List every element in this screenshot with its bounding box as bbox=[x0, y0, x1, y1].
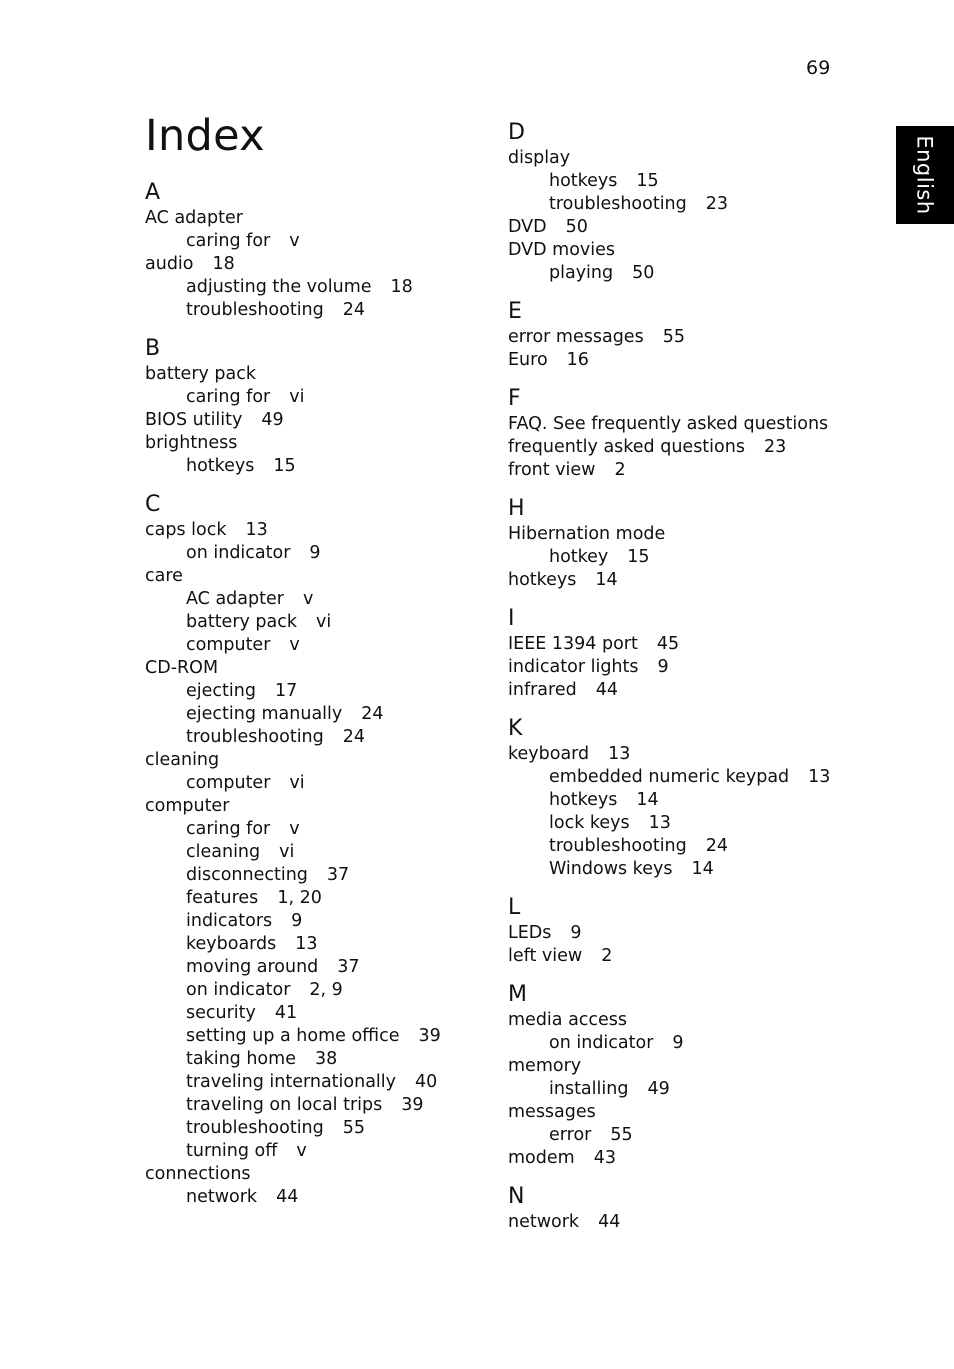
entry-term: hotkeys bbox=[186, 456, 255, 476]
entry-term: hotkeys bbox=[549, 171, 618, 191]
index-section-k bbox=[508, 714, 878, 881]
entry-term: traveling internationally bbox=[186, 1072, 396, 1092]
index-entry bbox=[145, 795, 475, 818]
section-letter: N bbox=[508, 1184, 525, 1209]
index-subentry bbox=[508, 1124, 878, 1147]
entry-term: Windows keys bbox=[549, 859, 673, 879]
index-subentry bbox=[508, 858, 878, 881]
entry-pages: 55 bbox=[342, 1118, 366, 1138]
entry-pages: 44 bbox=[598, 1212, 621, 1232]
index-entry bbox=[508, 945, 878, 968]
entry-term: setting up a home office bbox=[186, 1026, 400, 1046]
index-entry bbox=[145, 657, 475, 680]
entry-pages: 43 bbox=[593, 1148, 616, 1168]
index-section-l bbox=[508, 893, 878, 968]
entry-term: left view bbox=[508, 946, 583, 966]
page-number: 69 bbox=[806, 57, 831, 79]
entry-term: traveling on local trips bbox=[186, 1095, 383, 1115]
index-section-e bbox=[508, 297, 878, 372]
entry-pages: 24 bbox=[361, 704, 384, 724]
index-section-a bbox=[145, 178, 475, 322]
index-column-right bbox=[508, 118, 878, 1234]
entry-pages: 41 bbox=[274, 1003, 298, 1023]
entry-pages: 49 bbox=[261, 410, 284, 430]
entry-pages: 40 bbox=[415, 1072, 438, 1092]
entry-term: media access bbox=[508, 1010, 628, 1030]
entry-term: adjusting the volume bbox=[186, 277, 372, 297]
index-entry bbox=[508, 1147, 878, 1170]
index-subentry bbox=[145, 1117, 475, 1140]
entry-pages: 18 bbox=[390, 277, 413, 297]
entry-term: computer bbox=[186, 635, 271, 655]
index-entry bbox=[145, 363, 475, 386]
entry-term: audio bbox=[145, 254, 194, 274]
index-section-m bbox=[508, 980, 878, 1170]
index-subentry bbox=[145, 680, 475, 703]
entry-term: taking home bbox=[186, 1049, 296, 1069]
index-subentry bbox=[145, 230, 475, 253]
entry-pages: 15 bbox=[627, 547, 650, 567]
entry-pages: 15 bbox=[636, 171, 659, 191]
entry-term: turning off bbox=[186, 1141, 278, 1161]
entry-pages: 37 bbox=[337, 957, 360, 977]
entry-pages: 24 bbox=[342, 300, 366, 320]
section-letter: L bbox=[508, 895, 521, 920]
entry-term: FAQ. See frequently asked questions bbox=[508, 414, 829, 434]
entry-pages: 9 bbox=[657, 657, 669, 677]
entry-term: LEDs bbox=[508, 923, 552, 943]
entry-term: on indicator bbox=[186, 543, 291, 563]
entry-pages: 50 bbox=[632, 263, 655, 283]
index-column-left bbox=[145, 178, 475, 1209]
section-letter: M bbox=[508, 982, 527, 1007]
section-letter: C bbox=[145, 492, 161, 517]
index-subentry bbox=[145, 611, 475, 634]
index-subentry bbox=[145, 956, 475, 979]
language-tab-label: English bbox=[913, 135, 938, 215]
entry-term: brightness bbox=[145, 433, 238, 453]
entry-pages: v bbox=[302, 589, 314, 609]
index-subentry bbox=[145, 933, 475, 956]
page-title: Index bbox=[145, 111, 265, 161]
index-section-c bbox=[145, 490, 475, 1209]
index-subentry bbox=[508, 1078, 878, 1101]
entry-term: cleaning bbox=[186, 842, 261, 862]
entry-term: infrared bbox=[508, 680, 577, 700]
entry-term: caring for bbox=[186, 819, 271, 839]
entry-term: battery pack bbox=[186, 612, 298, 632]
entry-term: features bbox=[186, 888, 259, 908]
entry-term: embedded numeric keypad bbox=[549, 767, 790, 787]
index-subentry bbox=[145, 1140, 475, 1163]
entry-term: hotkey bbox=[549, 547, 609, 567]
entry-pages: 15 bbox=[273, 456, 296, 476]
index-entry bbox=[508, 679, 878, 702]
entry-term: AC adapter bbox=[186, 589, 284, 609]
index-subentry bbox=[145, 1025, 475, 1048]
entry-pages: 1, 20 bbox=[277, 888, 322, 908]
index-entry bbox=[508, 216, 878, 239]
section-letter: K bbox=[508, 716, 523, 741]
entry-term: network bbox=[508, 1212, 580, 1232]
entry-term: memory bbox=[508, 1056, 582, 1076]
section-letter: D bbox=[508, 120, 525, 145]
entry-term: on indicator bbox=[186, 980, 291, 1000]
entry-pages: 23 bbox=[763, 437, 787, 457]
index-subentry bbox=[508, 812, 878, 835]
entry-term: ejecting bbox=[186, 681, 256, 701]
entry-pages: 45 bbox=[656, 634, 680, 654]
index-subentry bbox=[145, 910, 475, 933]
index-entry bbox=[508, 349, 878, 372]
index-entry bbox=[145, 253, 475, 276]
section-letter: H bbox=[508, 496, 525, 521]
index-subentry bbox=[145, 1186, 475, 1209]
entry-term: caring for bbox=[186, 231, 271, 251]
index-entry bbox=[508, 633, 878, 656]
index-section-i bbox=[508, 604, 878, 702]
index-subentry bbox=[145, 772, 475, 795]
entry-term: troubleshooting bbox=[549, 836, 687, 856]
entry-pages: 14 bbox=[636, 790, 659, 810]
index-subentry bbox=[145, 726, 475, 749]
index-entry bbox=[508, 569, 878, 592]
section-letter: F bbox=[508, 386, 521, 411]
index-subentry bbox=[145, 703, 475, 726]
entry-pages: 44 bbox=[595, 680, 618, 700]
entry-term: Euro bbox=[508, 350, 548, 370]
index-subentry bbox=[145, 542, 475, 565]
entry-term: troubleshooting bbox=[549, 194, 687, 214]
entry-pages: 39 bbox=[401, 1095, 424, 1115]
entry-pages: 49 bbox=[647, 1079, 670, 1099]
entry-pages: 9 bbox=[570, 923, 582, 943]
entry-term: error bbox=[549, 1125, 592, 1145]
index-section-h bbox=[508, 494, 878, 592]
index-subentry bbox=[145, 1094, 475, 1117]
entry-term: messages bbox=[508, 1102, 596, 1122]
entry-term: keyboards bbox=[186, 934, 277, 954]
entry-term: network bbox=[186, 1187, 258, 1207]
index-subentry bbox=[508, 262, 878, 285]
section-letter: A bbox=[145, 180, 161, 205]
index-entry bbox=[508, 239, 878, 262]
entry-pages: vi bbox=[289, 773, 305, 793]
index-entry bbox=[508, 1009, 878, 1032]
entry-pages: 23 bbox=[705, 194, 729, 214]
entry-term: indicator lights bbox=[508, 657, 639, 677]
entry-term: computer bbox=[186, 773, 271, 793]
entry-term: BIOS utility bbox=[145, 410, 243, 430]
entry-term: display bbox=[508, 148, 571, 168]
entry-term: troubleshooting bbox=[186, 300, 324, 320]
entry-term: battery pack bbox=[145, 364, 257, 384]
entry-pages: 9 bbox=[309, 543, 321, 563]
entry-term: hotkeys bbox=[549, 790, 618, 810]
index-subentry bbox=[145, 276, 475, 299]
entry-pages: 13 bbox=[808, 767, 831, 787]
index-subentry bbox=[508, 835, 878, 858]
entry-term: lock keys bbox=[549, 813, 630, 833]
entry-term: modem bbox=[508, 1148, 575, 1168]
entry-term: troubleshooting bbox=[186, 727, 324, 747]
entry-term: IEEE 1394 port bbox=[508, 634, 638, 654]
entry-term: caring for bbox=[186, 387, 271, 407]
entry-pages: 13 bbox=[648, 813, 671, 833]
entry-term: installing bbox=[549, 1079, 629, 1099]
index-subentry bbox=[145, 1002, 475, 1025]
index-subentry bbox=[145, 818, 475, 841]
entry-term: disconnecting bbox=[186, 865, 308, 885]
entry-pages: 44 bbox=[276, 1187, 299, 1207]
entry-pages: 14 bbox=[595, 570, 618, 590]
entry-term: caps lock bbox=[145, 520, 227, 540]
entry-pages: 13 bbox=[245, 520, 268, 540]
index-subentry bbox=[508, 1032, 878, 1055]
entry-term: security bbox=[186, 1003, 256, 1023]
index-subentry bbox=[508, 546, 878, 569]
entry-pages: v bbox=[289, 819, 300, 839]
index-subentry bbox=[508, 789, 878, 812]
index-entry bbox=[508, 743, 878, 766]
entry-term: error messages bbox=[508, 327, 644, 347]
entry-term: front view bbox=[508, 460, 596, 480]
entry-term: moving around bbox=[186, 957, 319, 977]
entry-pages: 55 bbox=[662, 327, 685, 347]
entry-pages: 9 bbox=[291, 911, 303, 931]
section-letter: E bbox=[508, 299, 522, 324]
index-subentry bbox=[145, 455, 475, 478]
entry-term: DVD bbox=[508, 217, 547, 237]
index-entry bbox=[508, 1211, 878, 1234]
entry-term: care bbox=[145, 566, 183, 586]
entry-pages: 9 bbox=[672, 1033, 684, 1053]
entry-pages: 2, 9 bbox=[309, 980, 343, 1000]
index-entry bbox=[508, 147, 878, 170]
index-entry bbox=[508, 922, 878, 945]
index-entry bbox=[145, 409, 475, 432]
index-section-d bbox=[508, 118, 878, 285]
index-entry bbox=[508, 436, 878, 459]
entry-pages: 17 bbox=[274, 681, 298, 701]
index-subentry bbox=[508, 170, 878, 193]
entry-term: CD-ROM bbox=[145, 658, 219, 678]
entry-term: on indicator bbox=[549, 1033, 654, 1053]
index-entry bbox=[508, 523, 878, 546]
entry-pages: 18 bbox=[212, 254, 235, 274]
entry-pages: 2 bbox=[614, 460, 626, 480]
index-subentry bbox=[508, 193, 878, 216]
entry-term: Hibernation mode bbox=[508, 524, 666, 544]
entry-term: playing bbox=[549, 263, 614, 283]
entry-term: troubleshooting bbox=[186, 1118, 324, 1138]
entry-pages: 50 bbox=[565, 217, 588, 237]
index-subentry bbox=[145, 386, 475, 409]
index-entry bbox=[145, 207, 475, 230]
entry-pages: 2 bbox=[601, 946, 613, 966]
entry-pages: vi bbox=[289, 387, 305, 407]
entry-term: AC adapter bbox=[145, 208, 243, 228]
index-subentry bbox=[145, 979, 475, 1002]
entry-pages: 39 bbox=[418, 1026, 441, 1046]
index-subentry bbox=[145, 864, 475, 887]
index-entry bbox=[508, 459, 878, 482]
index-section-b bbox=[145, 334, 475, 478]
index-subentry bbox=[145, 841, 475, 864]
index-subentry bbox=[145, 1048, 475, 1071]
index-subentry bbox=[145, 887, 475, 910]
entry-pages: 13 bbox=[608, 744, 631, 764]
entry-pages: 24 bbox=[705, 836, 729, 856]
index-entry bbox=[145, 565, 475, 588]
index-entry bbox=[145, 432, 475, 455]
index-entry bbox=[145, 519, 475, 542]
entry-pages: 13 bbox=[295, 934, 318, 954]
section-letter: B bbox=[145, 336, 161, 361]
entry-pages: vi bbox=[316, 612, 332, 632]
index-subentry bbox=[145, 299, 475, 322]
entry-term: DVD movies bbox=[508, 240, 616, 260]
entry-pages: 14 bbox=[691, 859, 714, 879]
entry-pages: v bbox=[289, 635, 300, 655]
entry-pages: 16 bbox=[566, 350, 589, 370]
entry-term: indicators bbox=[186, 911, 273, 931]
entry-pages: 55 bbox=[610, 1125, 633, 1145]
index-entry bbox=[508, 656, 878, 679]
entry-pages: 38 bbox=[314, 1049, 338, 1069]
index-entry bbox=[508, 1101, 878, 1124]
entry-pages: 24 bbox=[342, 727, 366, 747]
index-entry bbox=[145, 749, 475, 772]
entry-pages: v bbox=[289, 231, 300, 251]
index-entry bbox=[508, 1055, 878, 1078]
index-section-f bbox=[508, 384, 878, 482]
language-tab bbox=[896, 126, 954, 224]
index-subentry bbox=[145, 1071, 475, 1094]
entry-term: keyboard bbox=[508, 744, 590, 764]
entry-term: computer bbox=[145, 796, 230, 816]
entry-term: connections bbox=[145, 1164, 251, 1184]
index-subentry bbox=[508, 766, 878, 789]
entry-term: frequently asked questions bbox=[508, 437, 745, 457]
entry-pages: vi bbox=[279, 842, 295, 862]
index-entry bbox=[508, 326, 878, 349]
index-subentry bbox=[145, 588, 475, 611]
entry-term: hotkeys bbox=[508, 570, 577, 590]
entry-pages: 37 bbox=[326, 865, 350, 885]
entry-pages: v bbox=[296, 1141, 307, 1161]
entry-term: cleaning bbox=[145, 750, 220, 770]
entry-term: ejecting manually bbox=[186, 704, 343, 724]
index-section-n bbox=[508, 1182, 878, 1234]
index-entry bbox=[508, 413, 878, 436]
index-entry bbox=[145, 1163, 475, 1186]
section-letter: I bbox=[508, 606, 515, 631]
index-subentry bbox=[145, 634, 475, 657]
